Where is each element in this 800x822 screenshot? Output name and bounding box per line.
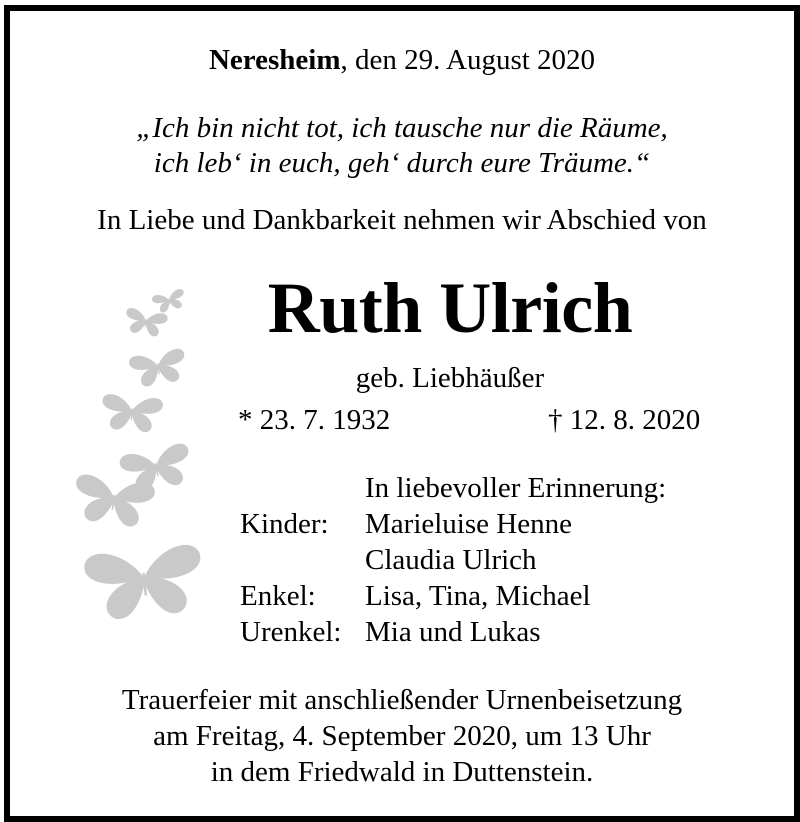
place-date: [10, 43, 794, 77]
funeral-line-2: am Freitag, 4. September 2020, um 13 Uhr: [153, 720, 651, 752]
great-grandchildren-names: Mia und Lukas: [365, 616, 541, 648]
children-label: Kinder:: [240, 508, 329, 540]
child-name: Claudia Ulrich: [365, 544, 537, 576]
butterfly-icon: [83, 543, 206, 622]
funeral-line-1: Trauerfeier mit anschließender Urnenbeisetzung: [121, 684, 683, 716]
obituary-frame: [4, 5, 800, 822]
quote-line-1: „Ich bin nicht tot, ich tausche nur die Räume,: [136, 112, 668, 144]
date: , den 29. August 2020: [340, 44, 596, 76]
grandchildren-names: Lisa, Tina, Michael: [365, 580, 591, 612]
farewell-intro: In Liebe und Dankbarkeit nehmen wir Abschied von: [97, 204, 707, 236]
maiden-name: geb. Liebhäußer: [355, 362, 545, 394]
grandchildren-label: Enkel:: [240, 580, 316, 612]
deceased-name: Ruth Ulrich: [267, 268, 633, 348]
funeral-line-3: in dem Friedwald in Duttenstein.: [210, 756, 594, 788]
birth-date: * 23. 7. 1932: [238, 404, 391, 436]
remembrance-heading: In liebevoller Erinnerung:: [365, 472, 667, 504]
death-date: † 12. 8. 2020: [548, 404, 701, 436]
place: Neresheim: [208, 44, 341, 76]
quote-line-2: ich leb‘ in euch, geh‘ durch eure Träume.“: [153, 147, 651, 179]
child-name: Marieluise Henne: [365, 508, 572, 540]
butterfly-icon: [100, 393, 163, 433]
great-grandchildren-label: Urenkel:: [240, 616, 342, 648]
